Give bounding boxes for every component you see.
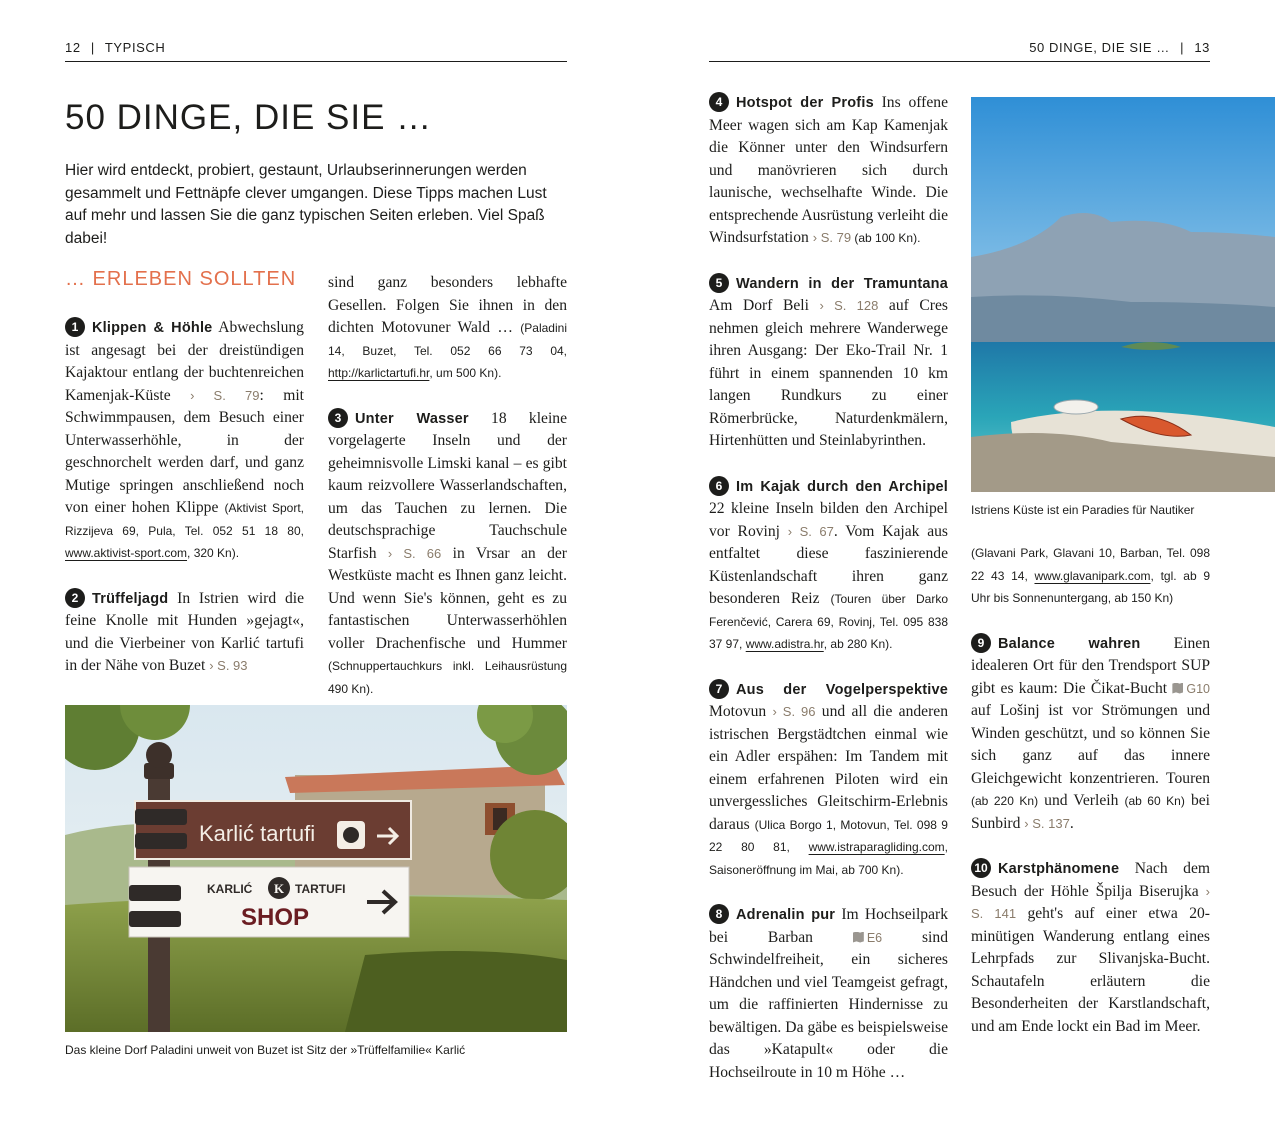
map-reference: E6 xyxy=(853,931,882,945)
page-reference: › S. 96 xyxy=(772,704,816,719)
tip-heading: Hotspot der Profis xyxy=(736,95,874,111)
column-1 xyxy=(65,317,304,678)
sign-logo-letter: K xyxy=(274,881,285,896)
page-reference: › S. 67 xyxy=(787,523,834,539)
page-reference: › S. 79 xyxy=(812,230,852,245)
left-section-label: TYPISCH xyxy=(104,40,166,55)
tip-heading: Karstphänomene xyxy=(998,861,1120,877)
page-reference: › S. 128 xyxy=(819,298,879,313)
sign-top-label: Karlić tartufi xyxy=(199,821,316,846)
left-header-rule xyxy=(65,61,567,62)
tip-heading: Wandern in der Tramuntana xyxy=(736,275,948,292)
right-page-number: 13 xyxy=(1194,40,1210,55)
page-reference: › S. 137 xyxy=(1024,815,1070,831)
website-link[interactable]: www.adistra.hr xyxy=(745,637,824,651)
tip-entry-5: 5 Wandern in der Tramuntana Am Dorf Beli › S. 128 auf Cres nehmen gleich mehrere Wanderwege ihren Ausgang: Der Eko-Trail Nr. 1 führt in einem spannenden 10 km langen Rundkurs zu einer Römerbrücke, Naturdenkmälern, Hirtenhütten und Steinlabyrinthen. xyxy=(709,273,948,453)
page-reference: › S. 79 xyxy=(190,387,260,403)
tip-entry-10: 10 Karstphänomene Nach dem Besuch der Höhle Špilja Biserujka › S. 141 geht's auf einer etwa 20-minütigen Wanderung entlang eines Lehrpfads zur Slivanjska-Bucht. Schautafeln erläutern die Besonderheiten der Karstlandschaft, und am Ende lockt ein Bad im Meer. xyxy=(971,860,1210,1035)
map-icon xyxy=(853,932,864,943)
tip-entry-3: 3 Unter Wasser 18 kleine vorgelagerte Inseln und der geheimnisvolle Limski kanal – es gibt kaum reizvollere Wasserlandschaften, um das Tauchen zu lernen. Die deutschsprachige Tauchschule Starfish › S. 66 in Vrsar an der Westküste macht es Ihnen ganz leicht. Und wenn Sie's können, geht es zu fantastischen Unterwasserhöhlen voller Drachenfische und Hummer (Schnuppertauchkurs inkl. Leihausrüstung 490 Kn). xyxy=(328,409,567,696)
coast-photo xyxy=(971,97,1275,492)
tip-heading: Klippen & Höhle xyxy=(92,320,213,336)
page-title: 50 DINGE, DIE SIE … xyxy=(65,98,433,137)
tip-entry-6: 6 Im Kajak durch den Archipel 22 kleine Inseln bilden den Archipel vor Rovinj › S. 67. Vom Kajak aus entfaltet diese faszinierende Küstenlandschaft ihren ganz besonderen Reiz (Touren über Darko Ferenčević, Carera 69, Rovinj, Tel. 095 838 37 97, www.adistra.hr, ab 280 Kn). xyxy=(709,476,948,656)
column-3 xyxy=(709,92,948,1084)
intro-paragraph: Hier wird entdeckt, probiert, gestaunt, Urlaubserinnerungen werden gesammelt und Fettnäpfe clever umgangen. Diese Tipps machen Lust auf mehr und lassen Sie die ganz typischen Seiten erleben. Viel Spaß dabei! xyxy=(65,162,547,247)
number-badge: 7 xyxy=(709,679,729,699)
number-badge: 5 xyxy=(709,273,729,293)
number-badge: 2 xyxy=(65,588,85,608)
tip-entry-8-continued: (Glavani Park, Glavani 10, Barban, Tel. 098 22 43 14, www.glavanipark.com, tgl. ab 9 Uhr bis Sonnenuntergang, ab 150 Kn) xyxy=(971,546,1210,605)
tip-entry-7: 7 Aus der Vogelperspektive Motovun › S. 96 und all die anderen istrischen Bergstädtchen einmal wie ein Adler erspähen: Im Tandem mit einem erfahrenen Piloten wird ein unvergessliches Gleitschirm-Erlebnis daraus (Ulica Borgo 1, Motovun, Tel. 098 9 22 80 81, www.istraparagliding.com, Saisoneröffnung im Mai, ab 700 Kn). xyxy=(709,679,948,882)
tip-entry-1: 1 Klippen & Höhle Abwechslung ist angesagt bei der dreistündigen Kajaktour entlang der buchtenreichen Kamenjak-Küste › S. 79: mit Schwimmpausen, dem Besuch einer Unterwasserhöhle, in der geschnorchelt werden darf, und ganz Mutige springen anschließend noch von einer hohen Klippe (Aktivist Sport, Rizzijeva 69, Pula, Tel. 052 51 18 80, www.aktivist-sport.com, 320 Kn). xyxy=(65,319,305,560)
sign-brand-right: TARTUFI xyxy=(295,882,346,896)
tip-heading: Trüffeljagd xyxy=(92,590,169,607)
sign-shop-label: SHOP xyxy=(241,904,310,931)
tip-heading: Balance wahren xyxy=(998,635,1141,652)
website-link[interactable]: www.aktivist-sport.com xyxy=(65,546,188,560)
number-badge: 8 xyxy=(709,904,729,924)
left-running-head: 12 | TYPISCH xyxy=(65,40,166,55)
coast-illustration xyxy=(971,97,1275,492)
tip-entry-9: 9 Balance wahren Einen idealeren Ort für den Trendsport SUP gibt es kaum: Die Čikat-Bucht G10 auf Lošinj ist vor Strömungen und Winden geschützt, und so können Sie sich ganz auf das innere Gleichgewicht konzentrieren. Touren (ab 220 Kn) und Verleih (ab 60 Kn) bei Sunbird › S. 137. xyxy=(971,634,1210,832)
page-reference: › S. 66 xyxy=(387,545,442,561)
number-badge: 9 xyxy=(971,633,991,653)
tip-heading: Adrenalin pur xyxy=(736,907,836,923)
truffle-sign-photo xyxy=(65,705,567,1032)
page-reference: › S. 141 xyxy=(971,883,1210,921)
sign-brand-left: KARLIĆ xyxy=(207,882,253,896)
website-link[interactable]: www.istraparagliding.com xyxy=(808,840,945,854)
right-photo-caption: Istriens Küste ist ein Paradies für Nautiker xyxy=(971,503,1195,517)
column-2 xyxy=(328,272,567,700)
page-reference: › S. 93 xyxy=(209,658,248,673)
right-section-label: 50 DINGE, DIE SIE … xyxy=(1029,40,1170,55)
number-badge: 1 xyxy=(65,317,85,337)
map-icon xyxy=(1172,683,1183,694)
tip-heading: Aus der Vogelperspektive xyxy=(736,681,948,698)
right-running-head: 50 DINGE, DIE SIE … | 13 xyxy=(1029,40,1210,55)
right-header-rule xyxy=(709,61,1210,62)
tip-heading: Unter Wasser xyxy=(355,410,469,427)
number-badge: 10 xyxy=(971,858,991,878)
tip-entry-2-continued: sind ganz besonders lebhafte Gesellen. Folgen Sie ihnen in den dichten Motovuner Wald … (Paladini 14, Buzet, Tel. 052 66 73 04, http://karlictartufi.hr, um 500 Kn). xyxy=(328,274,567,380)
tip-heading: Im Kajak durch den Archipel xyxy=(736,478,948,495)
truffle-sign-illustration xyxy=(65,705,567,1032)
number-badge: 6 xyxy=(709,476,729,496)
section-heading: … ERLEBEN SOLLTEN xyxy=(65,268,297,290)
tip-entry-4: 4 Hotspot der Profis Ins offene Meer wagen sich am Kap Kamenjak die Könner unter den Windsurfern und manövrieren sich durch launische, wechselhafte Winde. Die entsprechende Ausrüstung verleiht die Windsurfstation › S. 79 (ab 100 Kn). xyxy=(709,94,948,246)
left-photo-caption: Das kleine Dorf Paladini unweit von Buzet ist Sitz der »Trüffelfamilie« Karlić xyxy=(65,1043,466,1057)
tip-entry-2: 2 Trüffeljagd In Istrien wird die feine Knolle mit Hunden »gejagt«, und die Vierbeiner von Karlić tartufi in der Nähe von Buzet › S. 93 xyxy=(65,589,304,674)
number-badge: 4 xyxy=(709,92,729,112)
number-badge: 3 xyxy=(328,408,348,428)
website-link[interactable]: http://karlictartufi.hr xyxy=(328,366,430,380)
website-link[interactable]: www.glavanipark.com xyxy=(1034,568,1151,583)
tip-entry-8: 8 Adrenalin pur Im Hochseilpark bei Barban E6 sind Schwindelfreiheit, ein sicheres Händchen und viel Teamgeist gefragt, um die raffinierten Hindernisse zu bewältigen. Da gäbe es beispielsweise das »Katapult« oder die Hochseilroute in 10 m Höhe … xyxy=(709,906,948,1081)
column-4 xyxy=(971,542,1210,1038)
map-reference: G10 xyxy=(1172,682,1210,696)
left-page-number: 12 xyxy=(65,40,81,55)
